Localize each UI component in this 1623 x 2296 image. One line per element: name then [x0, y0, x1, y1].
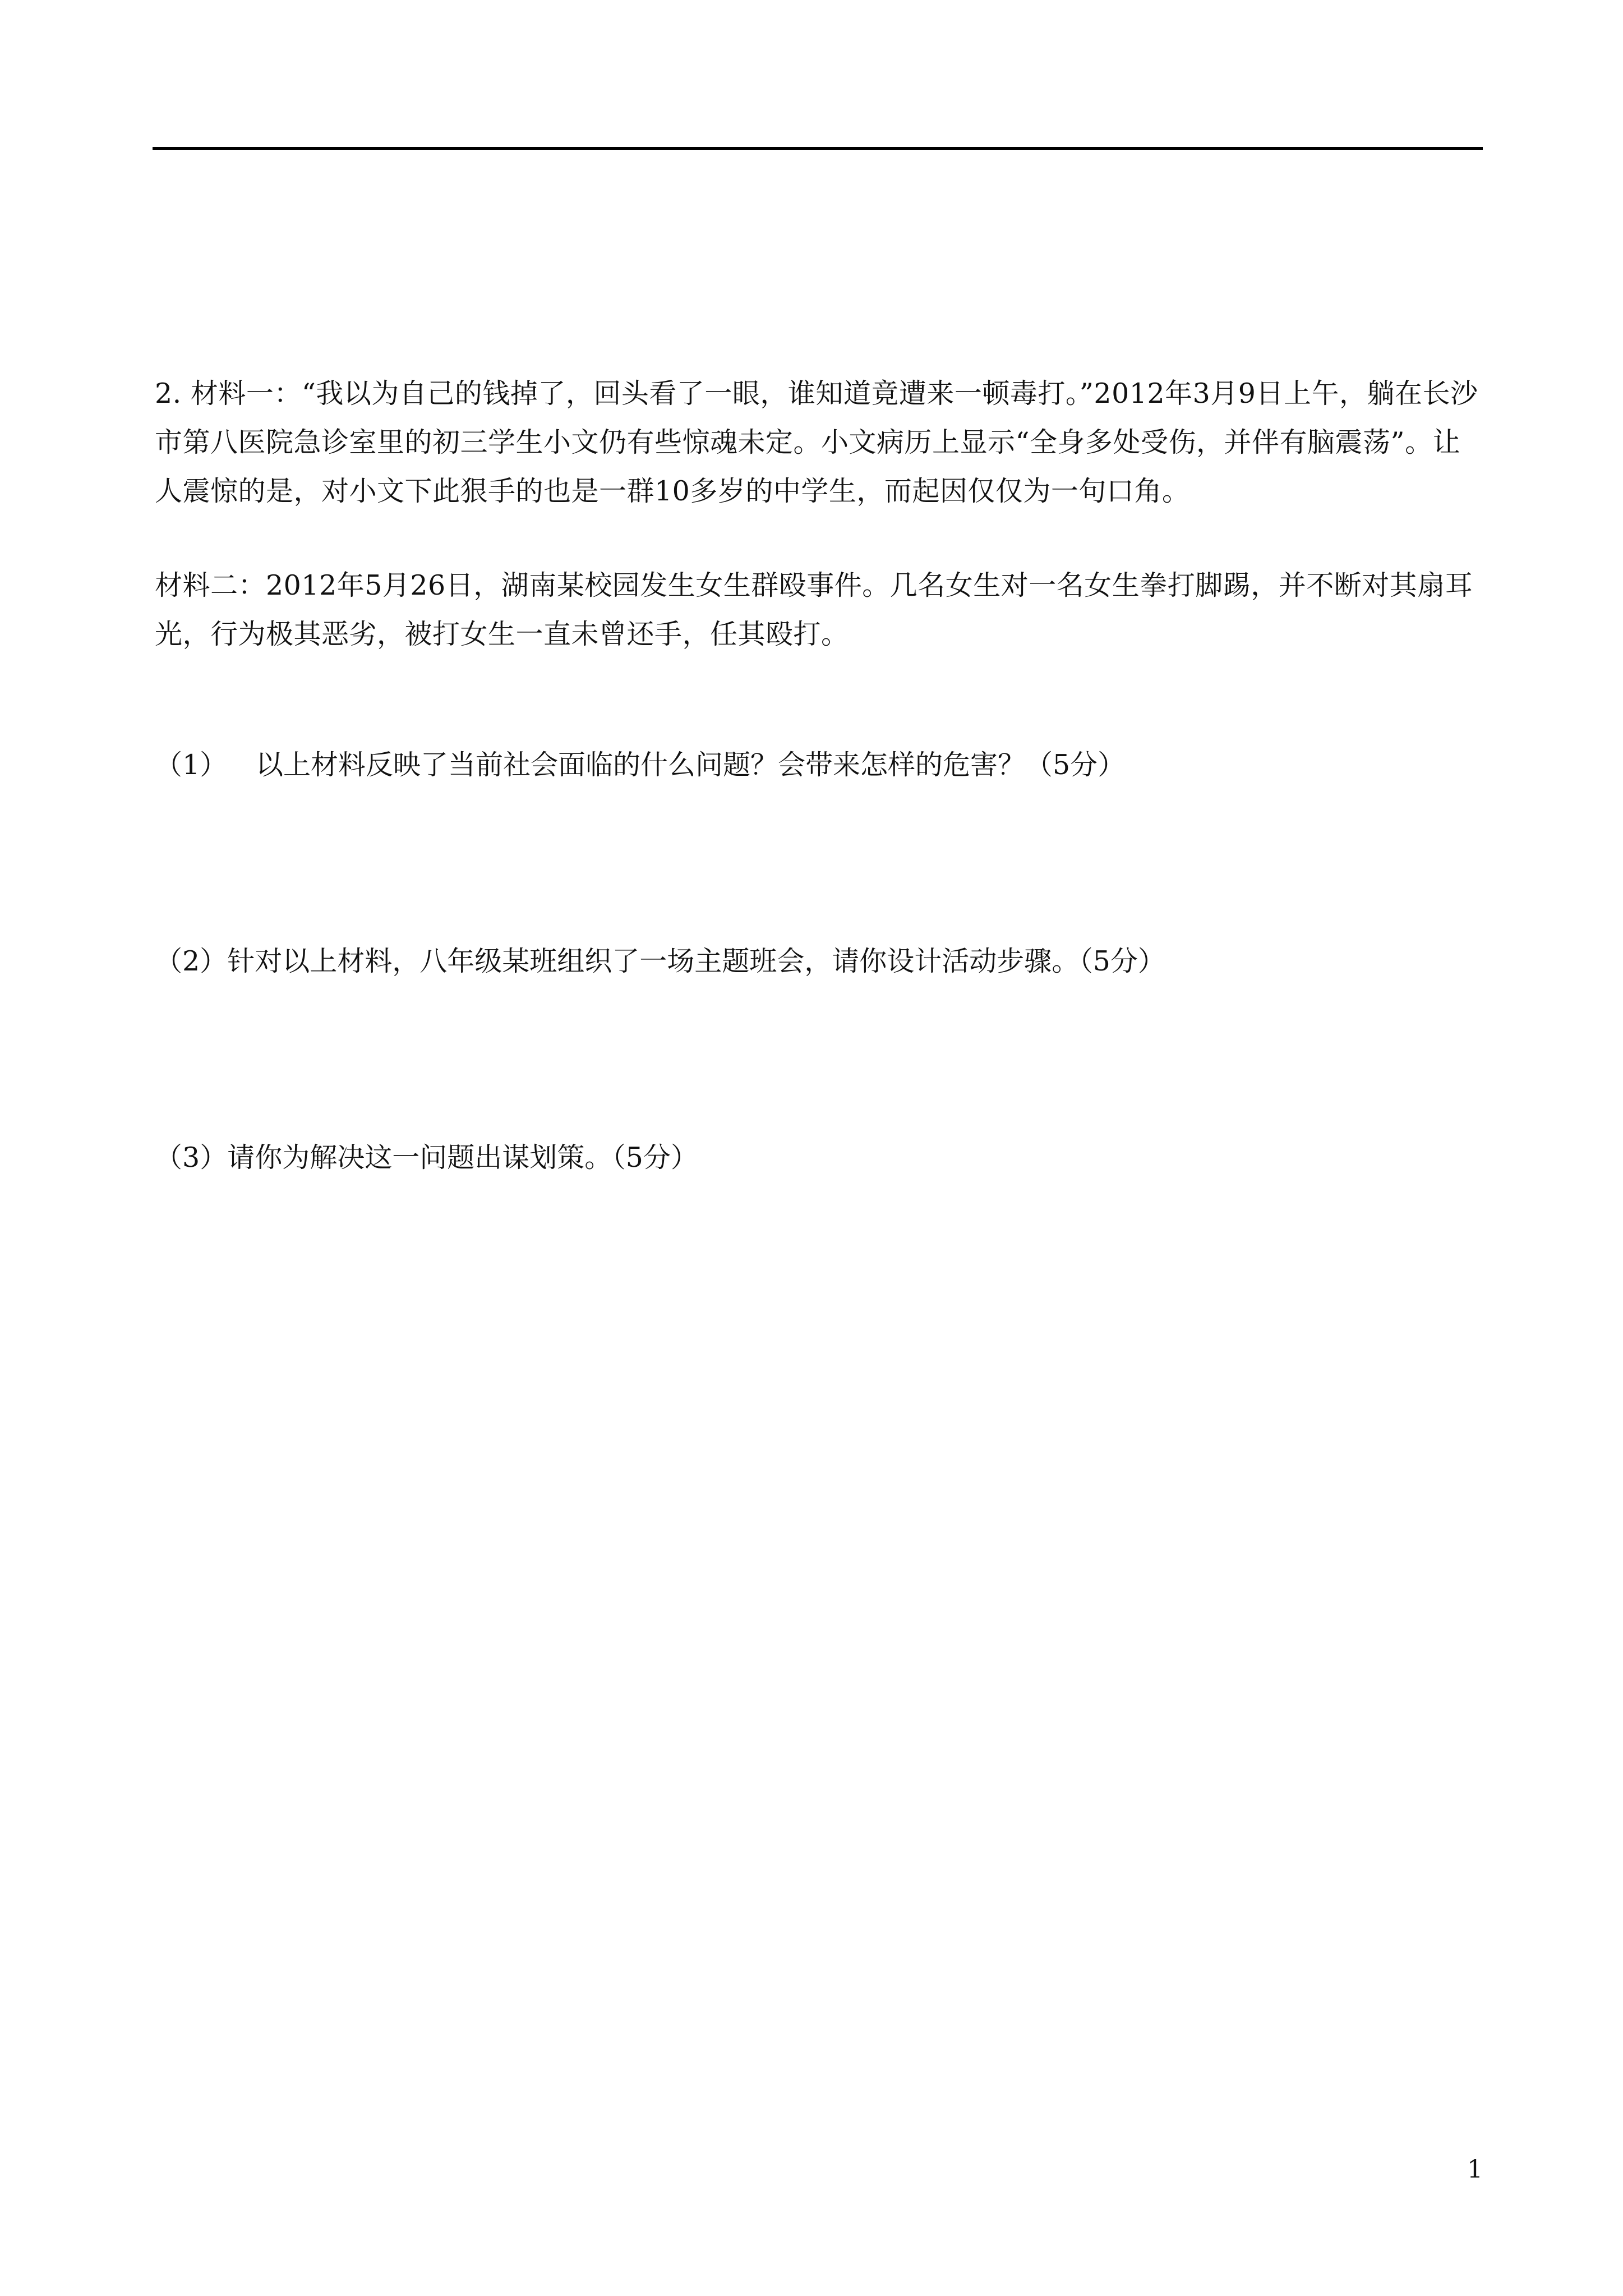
question-3: [155, 1133, 698, 1182]
question-1-text: 以上材料反映了当前社会面临的什么问题？会带来怎样的危害？（5分）: [256, 749, 1126, 781]
question-2-number: （2）: [155, 945, 228, 977]
question-2: [155, 937, 1165, 986]
question-1-number: （1）: [155, 749, 228, 781]
material-one-paragraph: 2. 材料一：“我以为自己的钱掉了，回头看了一眼，谁知道竟遭来一顿毒打。”2012年3月9日上午，躺在长沙市第八医院急诊室里的初三学生小文仍有些惊魂未定。小文病历上显示“全身多处受伤，并伴有脑震荡”。让人震惊的是，对小文下此狠手的也是一群10多岁的中学生，而起因仅仅为一句口角。: [155, 378, 1478, 507]
question-2-text: 针对以上材料，八年级某班组织了一场主题班会，请你设计活动步骤。（5分）: [227, 945, 1165, 977]
question-3-number: （3）: [155, 1142, 228, 1174]
page-number: 1: [1467, 2155, 1483, 2184]
header-rule: [153, 147, 1483, 150]
material-two-paragraph: 材料二：2012年5月26日，湖南某校园发生女生群殴事件。几名女生对一名女生拳打脚踢，并不断对其扇耳光，行为极其恶劣，被打女生一直未曾还手，任其殴打。: [155, 569, 1473, 650]
question-1: [155, 740, 1125, 789]
question-3-text: 请你为解决这一问题出谋划策。（5分）: [227, 1142, 698, 1174]
